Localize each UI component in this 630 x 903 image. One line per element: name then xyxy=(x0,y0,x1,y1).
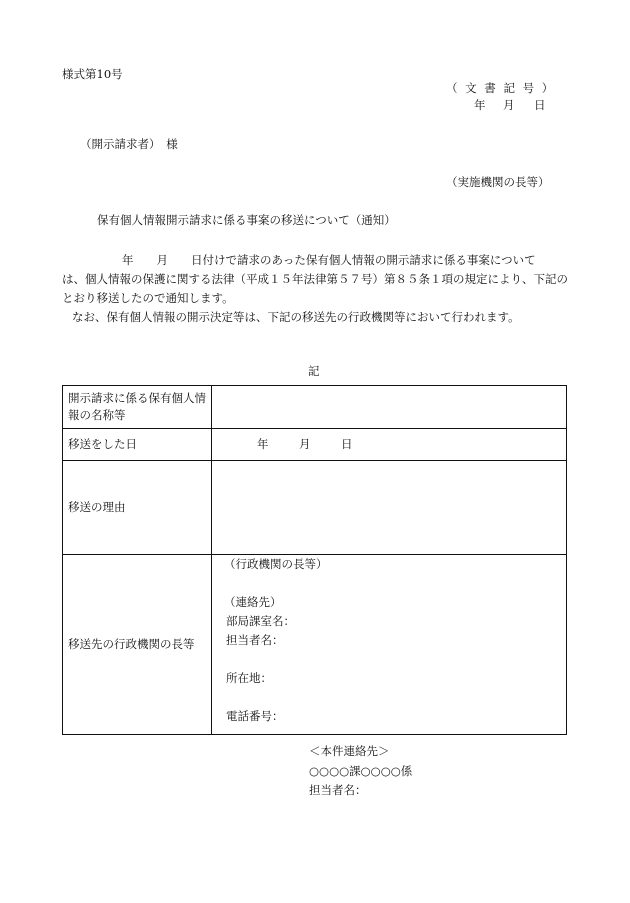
contact-heading: ＜本件連絡先＞ xyxy=(309,744,390,758)
sender: （実施機関の長等） xyxy=(446,175,550,189)
form-number: 様式第10号 xyxy=(62,67,123,81)
table-row xyxy=(63,429,567,461)
ki-heading: 記 xyxy=(308,364,320,378)
contact-person: 担当者名： xyxy=(309,783,367,797)
table-row xyxy=(63,386,567,429)
destination-person: 担当者名： xyxy=(226,633,284,647)
table-row xyxy=(63,555,567,735)
transfer-month: 月 xyxy=(299,437,311,451)
destination-contact: （連絡先） xyxy=(224,595,282,609)
transfer-year: 年 xyxy=(257,437,269,451)
transfer-day: 日 xyxy=(341,437,353,451)
date-year: 年 xyxy=(474,98,486,112)
transfer-date-label: 移送をした日 xyxy=(63,429,212,461)
table-row xyxy=(63,461,567,555)
spacer xyxy=(224,689,561,708)
transfer-date-value xyxy=(212,429,567,461)
transfer-details-table xyxy=(62,385,567,735)
transfer-reason-label: 移送の理由 xyxy=(63,461,212,555)
body-paragraph-1 xyxy=(62,251,582,308)
destination-address: 所在地： xyxy=(226,671,272,685)
spacer xyxy=(224,651,561,670)
body-paragraph-2: なお、保有個人情報の開示決定等は、下記の移送先の行政機関等において行われます。 xyxy=(72,310,520,324)
body-line-1: 年 月 日付けで請求のあった保有個人情報の開示請求に係る事案について xyxy=(122,253,536,267)
info-name-label: 開示請求に係る保有個人情報の名称等 xyxy=(63,386,212,429)
destination-value xyxy=(212,555,567,735)
destination-agency: （行政機関の長等） xyxy=(224,557,328,571)
transfer-reason-value xyxy=(212,461,567,555)
document-date xyxy=(474,97,546,113)
destination-phone: 電話番号： xyxy=(226,709,284,723)
contact-section: ○○○○課○○○○係 xyxy=(309,763,413,778)
info-name-value xyxy=(212,386,567,429)
date-day: 日 xyxy=(534,98,546,112)
date-month: 月 xyxy=(503,98,515,112)
destination-department: 部局課室名： xyxy=(226,614,295,628)
destination-label: 移送先の行政機関の長等 xyxy=(63,555,212,735)
body-line-3: とおり移送したので通知します。 xyxy=(62,291,234,305)
body-line-2: は、個人情報の保護に関する法律（平成１５年法律第５７号）第８５条１項の規定により、下記の xyxy=(62,272,568,286)
spacer xyxy=(224,575,561,594)
contact-block xyxy=(309,742,412,801)
document-number: （ 文 書 記 号 ） xyxy=(446,81,556,95)
recipient: （開示請求者） 様 xyxy=(80,137,178,151)
document-title: 保有個人情報開示請求に係る事案の移送について（通知） xyxy=(97,213,396,227)
